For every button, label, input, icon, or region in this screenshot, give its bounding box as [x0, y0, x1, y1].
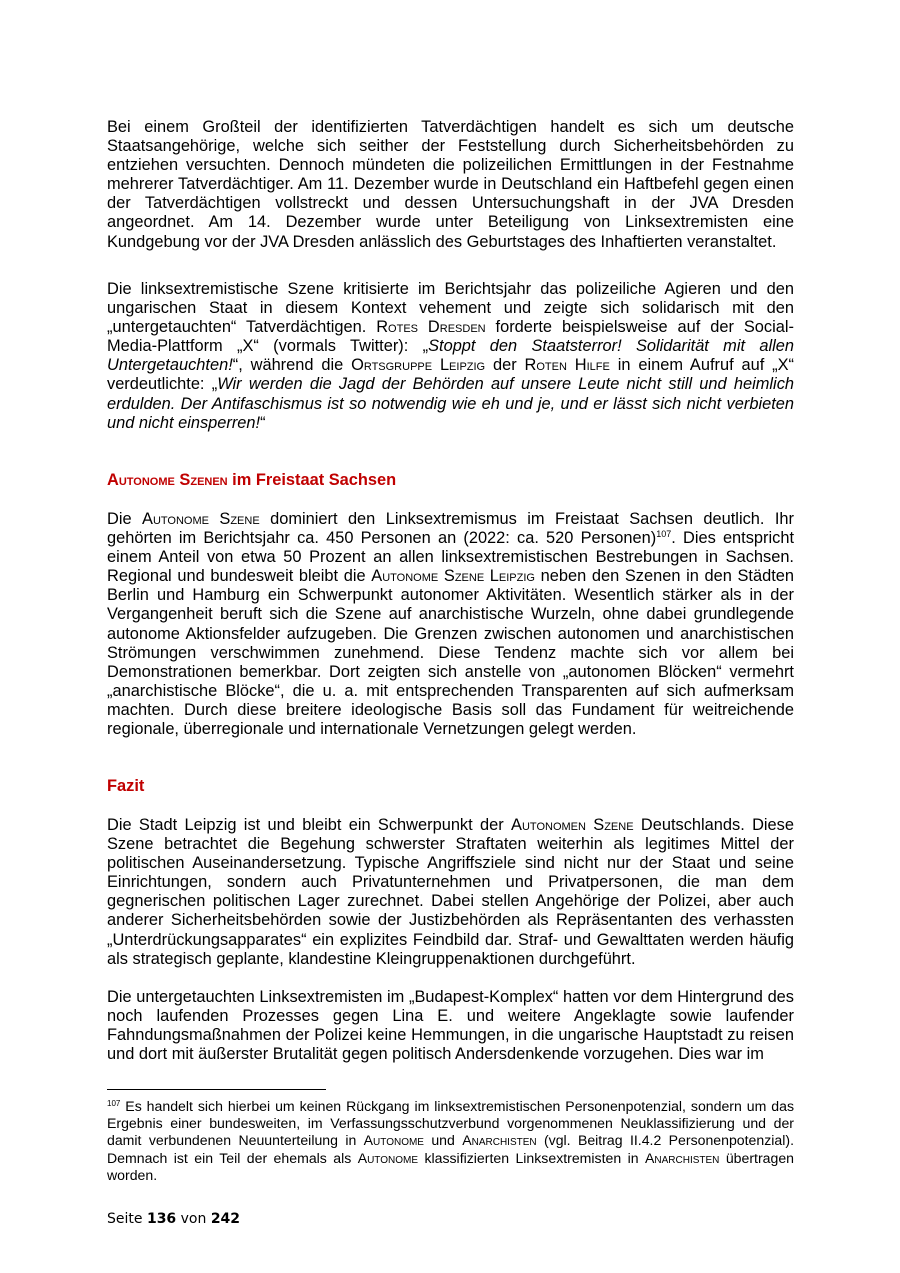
org-rotes-dresden: Rotes Dresden — [376, 318, 486, 337]
page-number — [107, 1211, 240, 1227]
text-segment: und — [423, 1132, 463, 1149]
text-segment: klassifizierten Linksextremisten in — [418, 1149, 645, 1166]
page-number-middle: von — [176, 1211, 211, 1227]
text-segment: dominiert den Linksextremismus im Freistaat Sachsen deutlich. Ihr gehörten im Berichtsjahr ca. 450 Personen an (2022: ca. 520 Personen) — [107, 510, 795, 548]
page-number-prefix: Seite — [107, 1211, 147, 1227]
text-segment: “ — [260, 413, 266, 432]
heading-fazit: Fazit — [107, 777, 145, 795]
term-anarchisten: Anarchisten — [462, 1132, 537, 1149]
footnote-107 — [107, 1098, 794, 1184]
text-segment: neben den Szenen in den Städten Berlin und Hamburg ein Schwerpunkt autonomer Aktivitäten. Wesentlich stärker als in der Vergangenheit beruft sich die Szene auf anarchistische Wurzeln, ohne dabei grundlegende autonome Aktionsfelder aufzugeben. Die Grenzen zwischen autonomen und anarchistischen Strömungen verschwimmen zunehmend. Diese Tendenz machte sich vor allem bei Demonstrationen bemerkbar. Dort zeigten sich anstelle von „autonomen Blöcken“ vermehrt „anarchistische Blöcke“, die u. a. mit entsprechenden Transparenten auf sich aufmerksam machten. Durch diese breitere ideologische Basis soll das Fundament für weitreichende regionale, überregionale und internationale Vernetzungen gelegt werden. — [107, 567, 795, 739]
org-autonome-szene: Autonome Szene — [142, 510, 260, 528]
term-autonome: Autonome — [363, 1132, 424, 1149]
paragraph-budapest-komplex: Die untergetauchten Linksextremisten im „Budapest-Komplex“ hatten vor dem Hintergrund des noch laufenden Prozesses gegen Lina E. und weitere Angeklagte sowie laufender Fahndungsmaßnahmen der Polizei keine Hemmungen, in die ungarische Hauptstadt zu reisen und dort mit äußerster Brutalität gegen politisch Andersdenkende vorzugehen. Dies war im — [107, 988, 794, 1064]
text-segment: “, während die — [232, 356, 352, 375]
text-segment: der — [485, 356, 525, 375]
paragraph-kritik — [107, 280, 794, 433]
org-rote-hilfe: Roten Hilfe — [524, 356, 610, 375]
text-segment: Die linksextremistische Szene kritisierte im Berichtsjahr das polizeiliche Agieren und den ungarischen Staat in diesem Kontext vehement und zeigte sich solidarisch mit den „untergetauchten“ Tatverdächtigen. — [107, 280, 794, 337]
page-number-total: 242 — [210, 1211, 241, 1227]
text-segment: Es handelt sich hierbei um keinen Rückgang im linksextremistischen Personenpotenzial, sondern um das Ergebnis einer bundesweiten, im Verfassungsschutzverbund vorgenommenen Neuklassifizierung und der damit verbundenen Neuunterteilung in — [107, 1098, 794, 1149]
quote-staatsterror: Stoppt den Staatsterror! Solidarität mit allen Untergetauchten! — [107, 337, 794, 375]
footnote-divider — [107, 1089, 326, 1090]
org-autonome-szene-leipzig: Autonome Szene Leipzig — [371, 567, 535, 586]
paragraph-autonome-szene — [107, 510, 794, 739]
paragraph-fazit — [107, 816, 794, 969]
text-segment: Deutschlands. Diese Szene betrachtet die Begehung schwerster Straftaten weiterhin als legitimes Mittel der politischen Auseinandersetzung. Typische Angriffsziele sind nicht nur der Staat und seine Einrichtungen, sondern auch Privatunternehmen und Privatpersonen, die man dem gegnerischen politischen Lager zurechnet. Dabei stellen Angehörige der Polizei, aber auch anderer Sicherheitsbehörden sowie der Justizbehörden als Repräsentanten des verhassten „Unterdrückungsapparates“ ein explizites Feindbild dar. Straf- und Gewalttaten werden häufig als strategisch geplante, klandestine Kleingruppenaktionen durchgeführt. — [107, 816, 794, 968]
text-segment: Die — [107, 510, 143, 528]
quote-jagd-der-behoerden: Wir werden die Jagd der Behörden auf unsere Leute nicht still und heimlich erdulden. Der Antifaschismus ist so notwendig wie eh und je, und er lässt sich nicht verbieten und nicht einsperren! — [107, 375, 795, 432]
org-ortsgruppe-leipzig: Ortsgruppe Leipzig — [351, 356, 486, 375]
text-segment: forderte beispielsweise auf der Social-Media-Plattform „X“ (vormals Twitter): „ — [107, 318, 794, 356]
heading-autonome-szenen-sc: Autonome Szenen — [107, 471, 228, 489]
text-segment: (vgl. Beitrag II.4.2 Personenpotenzial). Demnach ist ein Teil der ehemals als — [107, 1132, 794, 1166]
heading-autonome-szenen-rest: im Freistaat Sachsen — [227, 471, 397, 489]
heading-autonome-szenen — [107, 471, 396, 490]
text-segment: übertragen worden. — [107, 1149, 794, 1183]
paragraph-tatverdaechtige: Bei einem Großteil der identifizierten Tatverdächtigen handelt es sich um deutsche Staatsangehörige, welche sich seither der Feststellung durch Sicherheitsbehörden zu entziehen versuchten. Dennoch mündeten die polizeilichen Ermittlungen in der Festnahme mehrerer Tatverdächtiger. Am 11. Dezember wurde in Deutschland ein Haftbefehl gegen einen der Tatverdächtigen vollstreckt und dessen Untersuchungshaft in der JVA Dresden angeordnet. Am 14. Dezember wurde unter Beteiligung von Linksextremisten eine Kundgebung vor der JVA Dresden anlässlich des Geburtstages des Inhaftierten veranstaltet. — [107, 118, 794, 251]
text-segment: . Dies entspricht einem Anteil von etwa 50 Prozent an allen linksextremistischen Bestrebungen in Sachsen. Regional und bundesweit bleibt die — [107, 529, 795, 586]
org-autonomen-szene: Autonomen Szene — [511, 816, 634, 834]
term-anarchisten: Anarchisten — [645, 1149, 720, 1166]
page-number-current: 136 — [146, 1211, 177, 1227]
footnote-number: 107 — [107, 1099, 121, 1108]
term-autonome: Autonome — [357, 1149, 419, 1166]
text-segment: in einem Aufruf auf „X“ verdeutlichte: „ — [107, 356, 794, 394]
footnote-reference[interactable]: 107 — [656, 529, 672, 540]
text-segment: Die Stadt Leipzig ist und bleibt ein Schwerpunkt der — [107, 816, 512, 834]
